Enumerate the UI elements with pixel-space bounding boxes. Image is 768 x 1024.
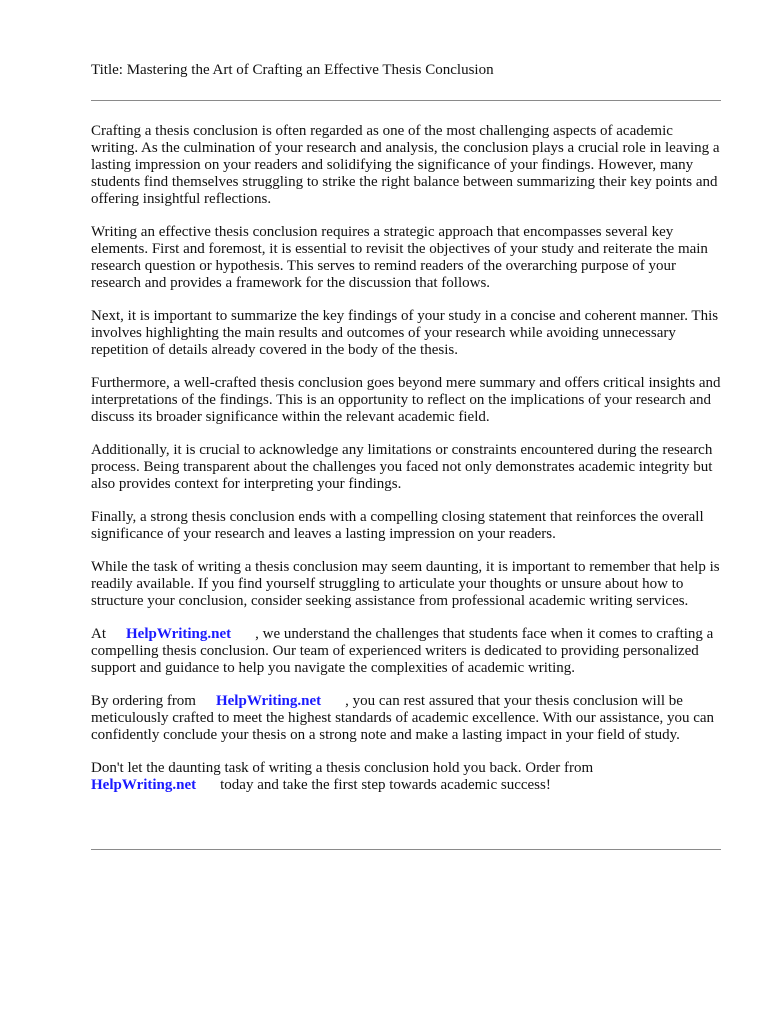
paragraph-9 bbox=[91, 693, 721, 744]
paragraph-6: Finally, a strong thesis conclusion ends with a compelling closing statement that reinforces the overall significance of your research and leaves a lasting impression on your readers. bbox=[91, 509, 704, 542]
document-body bbox=[91, 123, 721, 810]
paragraph-8-rest: , we understand the challenges that students face when it comes to crafting a compelling thesis conclusion. Our team of experienced writers is dedicated to providing personalized support and guidance to help you navigate the complexities of academic writing. bbox=[91, 626, 714, 676]
paragraph-2: Writing an effective thesis conclusion requires a strategic approach that encompasses several key elements. First and foremost, it is essential to revisit the objectives of your study and reiterate the main research question or hypothesis. This serves to remind readers of the overarching purpose of your research and provides a framework for the discussion that follows. bbox=[91, 224, 708, 291]
paragraph-8-lead: At bbox=[91, 626, 106, 642]
top-divider bbox=[91, 100, 721, 101]
paragraph-9-rest: , you can rest assured that your thesis conclusion will be meticulously crafted to meet the highest standards of academic excellence. With our assistance, you can confidently conclude your thesis on a strong note and make a lasting impact in your field of study. bbox=[91, 693, 715, 743]
paragraph-9-lead: By ordering from bbox=[91, 693, 196, 709]
paragraph-10 bbox=[91, 760, 721, 794]
paragraph-8 bbox=[91, 626, 721, 677]
paragraph-1: Crafting a thesis conclusion is often regarded as one of the most challenging aspects of academic writing. As the culmination of your research and analysis, the conclusion plays a crucial role in leaving a lasting impression on your readers and solidifying the significance of your findings. However, many students find themselves struggling to strike the right balance between summarizing their key points and offering insightful reflections. bbox=[91, 123, 720, 207]
paragraph-3: Next, it is important to summarize the key findings of your study in a concise and coherent manner. This involves highlighting the main results and outcomes of your research while avoiding unnecessary repetition of details already covered in the body of the thesis. bbox=[91, 308, 719, 358]
helpwriting-link[interactable]: HelpWriting.net bbox=[215, 693, 322, 709]
paragraph-5: Additionally, it is crucial to acknowledge any limitations or constraints encountered during the research process. Being transparent about the challenges you faced not only demonstrates academic integrity but also provides context for interpreting your findings. bbox=[91, 442, 713, 492]
paragraph-10-rest: today and take the first step towards academic success! bbox=[220, 777, 551, 793]
helpwriting-link[interactable]: HelpWriting.net bbox=[126, 626, 232, 642]
document-title: Title: Mastering the Art of Crafting an Effective Thesis Conclusion bbox=[91, 62, 494, 78]
paragraph-10-lead: Don't let the daunting task of writing a thesis conclusion hold you back. Order from bbox=[91, 760, 594, 776]
paragraph-4: Furthermore, a well-crafted thesis conclusion goes beyond mere summary and offers critical insights and interpretations of the findings. This is an opportunity to reflect on the implications of your research and discuss its broader significance within the relevant academic field. bbox=[91, 375, 721, 425]
helpwriting-link[interactable]: HelpWriting.net bbox=[91, 777, 197, 793]
paragraph-7: While the task of writing a thesis conclusion may seem daunting, it is important to remember that help is readily available. If you find yourself struggling to articulate your thoughts or unsure about how to structure your conclusion, consider seeking assistance from professional academic writing services. bbox=[91, 559, 720, 609]
bottom-divider bbox=[91, 849, 721, 850]
